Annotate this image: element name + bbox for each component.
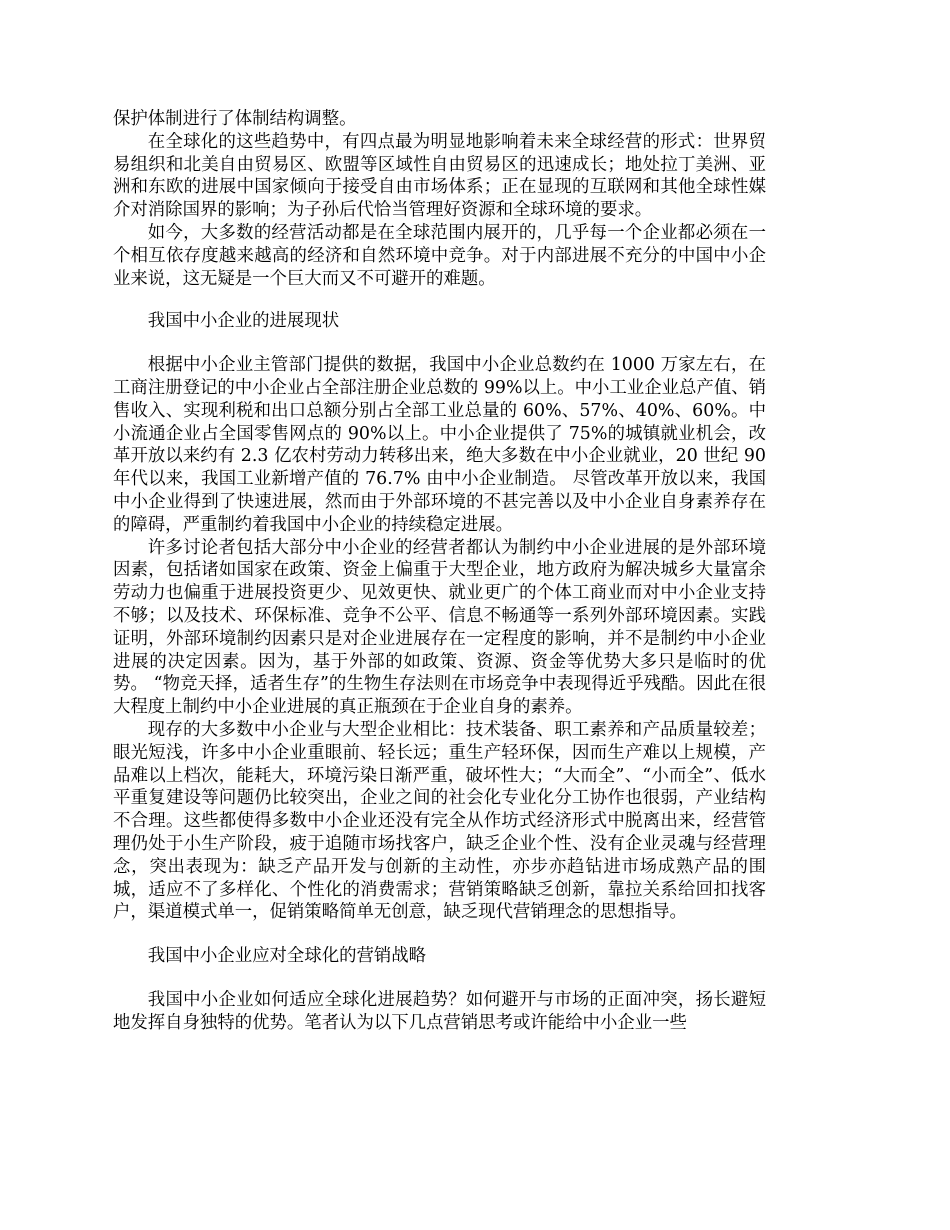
document-body (113, 108, 766, 1034)
paragraph-external-factors: 许多讨论者包括大部分中小企业的经营者都认为制约中小企业进展的是外部环境因素，包括诸如国家在政策、资金上偏重于大型企业，地方政府为解决城乡大量富余劳动力也偏重于进展投资更少、见效更快、就业更广的个体工商业而对中小企业支持不够；以及技术、环保标准、竞争不公平、信息不畅通等一系列外部环境因素。实践证明，外部环境制约因素只是对企业进展存在一定程度的影响，并不是制约中小企业进展的决定因素。因为，基于外部的如政策、资源、资金等优势大多只是临时的优势。 “物竞天择，适者生存”的生物生存法则在市场竞争中表现得近乎残酷。因此在很大程度上制约中小企业进展的真正瓶颈在于企业自身的素养。 (113, 537, 766, 718)
paragraph-global-competition: 如今，大多数的经营活动都是在全球范围内展开的，几乎每一个企业都必须在一个相互依存度越来越高的经济和自然环境中竞争。对于内部进展不充分的中国中小企业来说，这无疑是一个巨大而又不可避开的难题。 (113, 222, 766, 289)
paragraph-globalization-trends: 在全球化的这些趋势中，有四点最为明显地影响着未来全球经营的形式：世界贸易组织和北美自由贸易区、欧盟等区域性自由贸易区的迅速成长；地处拉丁美洲、亚洲和东欧的进展中国家倾向于接受自由市场体系；正在显现的互联网和其他全球性媒介对消除国界的影响；为子孙后代恰当管理好资源和全球环境的要求。 (113, 131, 766, 221)
paragraph-strategy-intro: 我国中小企业如何适应全球化进展趋势？如何避开与市场的正面冲突，扬长避短地发挥自身独特的优势。笔者认为以下几点营销思考或许能给中小企业一些 (113, 989, 766, 1033)
section-heading-strategy: 我国中小企业应对全球化的营销战略 (147, 946, 427, 967)
paragraph-intro-end: 保护体制进行了体制结构调整。 (113, 109, 357, 129)
section-heading-status: 我国中小企业的进展现状 (147, 311, 340, 332)
paragraph-statistics: 根据中小企业主管部门提供的数据，我国中小企业总数约在 1000 万家左右，在工商注册登记的中小企业占全部注册企业总数的 99%以上。中小工业企业总产值、销售收入、实现利税和出口总额分别占全部工业总量的 60%、57%、40%、60%。中小流通企业占全国零售网点的 90%以上。中小企业提供了 75%的城镇就业机会，改革开放以来约有 2.3 亿农村劳动力转移出来，绝大多数在中小企业就业，20 世纪 90 年代以来，我国工业新增产值的 76.7% 由中小企业制造。 尽管改革开放以来，我国中小企业得到了快速进展，然而由于外部环境的不甚完善以及中小企业自身素养存在的障碍，严重制约着我国中小企业的持续稳定进展。 (113, 355, 766, 535)
paragraph-internal-weaknesses: 现存的大多数中小企业与大型企业相比：技术装备、职工素养和产品质量较差；眼光短浅，许多中小企业重眼前、轻长远；重生产轻环保，因而生产难以上规模，产品难以上档次，能耗大，环境污染日渐严重，破坏性大；“大而全”、“小而全”、低水平重复建设等问题仍比较突出，企业之间的社会化专业化分工协作也很弱，产业结构不合理。这些都使得多数中小企业还没有完全从作坊式经济形式中脱离出来，经营管理仍处于小生产阶段，疲于追随市场找客户，缺乏企业个性、没有企业灵魂与经营理念，突出表现为：缺乏产品开发与创新的主动性，亦步亦趋钻进市场成熟产品的围城，适应不了多样化、个性化的消费需求；营销策略缺乏创新，靠拉关系给回扣找客户，渠道模式单一，促销策略简单无创意，缺乏现代营销理念的思想指导。 (113, 719, 766, 923)
